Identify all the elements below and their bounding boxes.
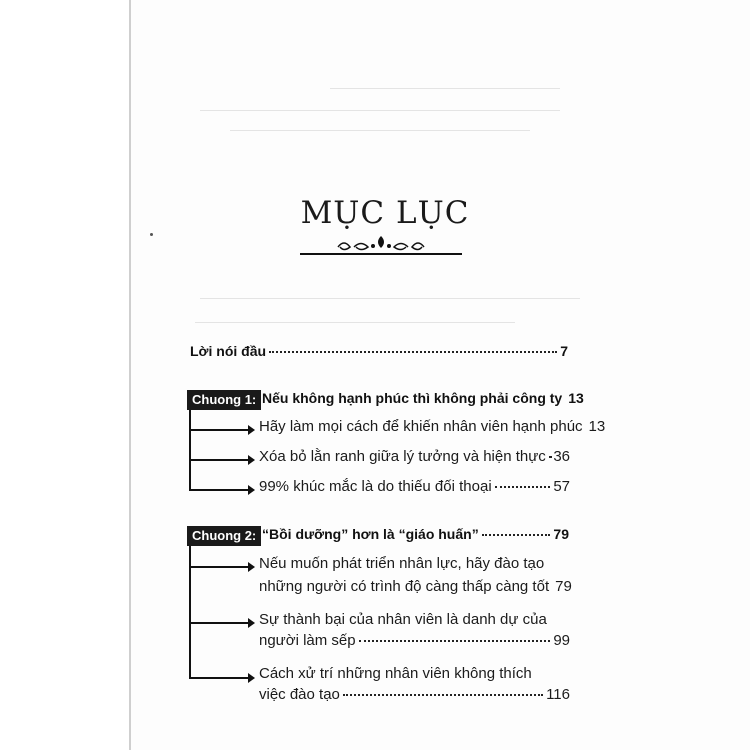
- page-number: 79: [553, 526, 569, 542]
- page-number: 7: [560, 343, 568, 359]
- chapter-badge: Chuong 1:: [187, 390, 261, 410]
- page-number: 57: [553, 478, 570, 495]
- toc-entry-section[interactable]: [259, 578, 570, 595]
- arrow-icon: [189, 622, 253, 624]
- entry-label: người làm sếp: [259, 632, 356, 649]
- toc-entry-section[interactable]: [259, 418, 606, 435]
- page-number: 36: [553, 448, 570, 465]
- dot-leader: [269, 351, 557, 353]
- entry-label: Xóa bỏ lằn ranh giữa lý tưởng và hiện thực: [259, 448, 546, 465]
- toc-entry-chapter-2[interactable]: [262, 526, 569, 542]
- chapter-badge: Chuong 2:: [187, 526, 261, 546]
- dot-leader: [359, 640, 551, 642]
- entry-label: Nếu không hạnh phúc thì không phải công ty: [262, 390, 563, 406]
- arrow-icon: [189, 459, 253, 461]
- entry-label: việc đào tạo: [259, 686, 340, 703]
- entry-label: những người có trình độ càng thấp càng tốt: [259, 578, 550, 595]
- page-number: 79: [555, 578, 572, 595]
- arrow-icon: [189, 429, 253, 431]
- ornament-divider: [298, 234, 464, 262]
- dot-leader: [482, 534, 551, 536]
- arrow-icon: [189, 677, 253, 679]
- speck: [150, 233, 153, 236]
- toc-entry-preface[interactable]: [190, 343, 568, 359]
- page-title: MỤC LỤC: [300, 195, 470, 231]
- entry-label: Lời nói đầu: [190, 343, 267, 359]
- show-through-line: [195, 322, 515, 323]
- section-label-line: Sự thành bại của nhân viên là danh dự của: [259, 611, 547, 628]
- arrow-icon: [189, 566, 253, 568]
- toc-entry-section[interactable]: [259, 448, 570, 465]
- dot-leader: [549, 456, 551, 458]
- section-label-line: Nếu muốn phát triển nhân lực, hãy đào tạo: [259, 555, 545, 572]
- dot-leader: [343, 694, 543, 696]
- entry-label: Hãy làm mọi cách để khiến nhân viên hạnh phúc: [259, 418, 583, 435]
- toc-entry-section[interactable]: [259, 686, 570, 703]
- page-number: 99: [553, 632, 570, 649]
- show-through-line: [230, 130, 530, 131]
- chapter-bracket: [189, 410, 191, 490]
- dot-leader: [495, 486, 551, 488]
- toc-entry-section[interactable]: [259, 632, 570, 649]
- show-through-line: [200, 298, 580, 299]
- entry-label: 99% khúc mắc là do thiếu đối thoại: [259, 478, 492, 495]
- arrow-icon: [189, 489, 253, 491]
- toc-entry-chapter-1[interactable]: [262, 390, 584, 406]
- show-through-line: [330, 88, 560, 89]
- page-number: 116: [546, 686, 570, 703]
- section-label-line: Cách xử trí những nhân viên không thích: [259, 665, 532, 682]
- toc-entry-section[interactable]: [259, 478, 570, 495]
- show-through-line: [200, 110, 560, 111]
- entry-label: “Bồi dưỡng” hơn là “giáo huấn”: [262, 526, 479, 542]
- page-number: 13: [568, 390, 584, 406]
- page-number: 13: [588, 418, 606, 435]
